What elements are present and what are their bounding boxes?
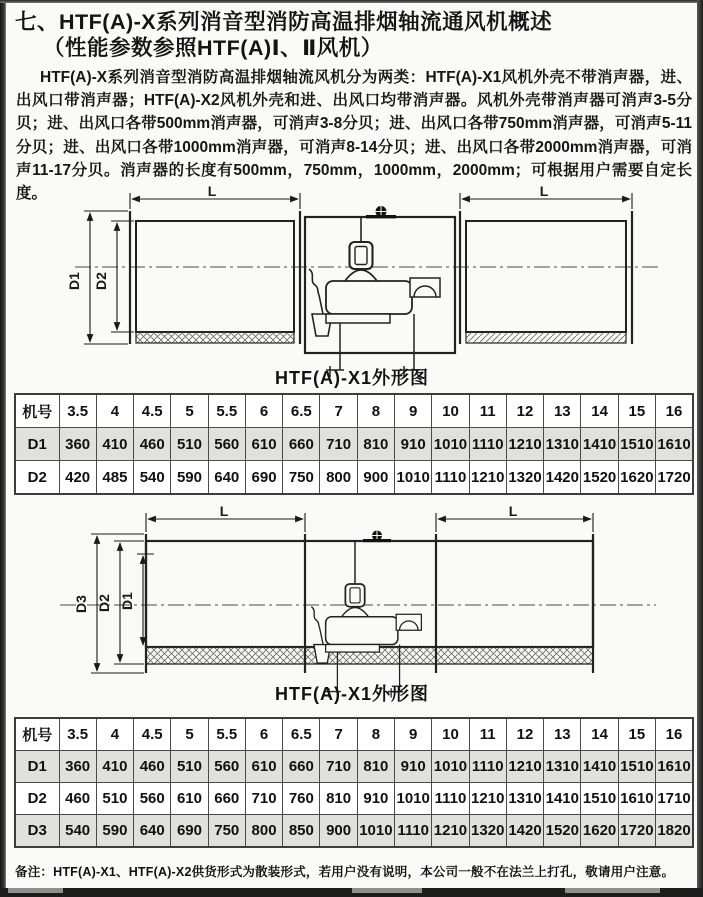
value-cell: 660 [208,783,245,815]
header-cell: 6.5 [283,394,320,428]
value-cell: 1110 [469,428,506,461]
value-cell: 1320 [469,815,506,848]
value-cell: 1820 [656,815,694,848]
value-cell: 750 [283,461,320,495]
dim-label-D1: D1 [119,592,135,610]
value-cell: 420 [59,461,96,495]
table-row [15,783,693,815]
value-cell: 690 [171,815,208,848]
footnote: 备注：HTF(A)-X1、HTF(A)-X2供货形式为散装形式，若用户没有说明，本公司一般不在法兰上打孔，敬请用户注意。 [15,865,675,879]
value-cell: 810 [357,751,394,783]
header-cell: 6 [245,394,282,428]
row-label-cell: D2 [15,783,59,815]
header-cell: 13 [544,394,581,428]
row-label-cell: D1 [15,428,59,461]
value-cell: 540 [59,815,96,848]
value-cell: 485 [96,461,133,495]
value-cell: 560 [134,783,171,815]
fan-outline-diagram-1 [0,186,703,393]
vent-valve-icon [363,531,391,543]
header-cell: 15 [618,718,655,751]
table-row [15,461,693,495]
header-row [15,394,693,428]
header-label-cell: 机号 [15,718,59,751]
value-cell: 510 [96,783,133,815]
header-cell: 3.5 [59,718,96,751]
value-cell: 1320 [506,461,543,495]
header-cell: 11 [469,394,506,428]
header-cell: 16 [656,394,694,428]
header-cell: 5.5 [208,394,245,428]
value-cell: 1210 [506,751,543,783]
value-cell: 560 [208,751,245,783]
value-cell: 1520 [581,461,618,495]
value-cell: 510 [171,428,208,461]
value-cell: 1310 [544,751,581,783]
value-cell: 1110 [432,783,469,815]
value-cell: 410 [96,751,133,783]
header-cell: 4 [96,718,133,751]
value-cell: 1420 [544,461,581,495]
header-cell: 4.5 [134,394,171,428]
value-cell: 910 [395,428,432,461]
value-cell: 710 [320,428,357,461]
header-cell: 14 [581,718,618,751]
value-cell: 1210 [469,461,506,495]
outline-drawing-x1 [0,186,703,393]
header-cell: 16 [656,718,694,751]
value-cell: 1010 [357,815,394,848]
header-cell: 13 [544,718,581,751]
header-cell: 6.5 [283,718,320,751]
header-cell: 9 [395,394,432,428]
header-cell: 8 [357,718,394,751]
value-cell: 1410 [544,783,581,815]
header-row [15,718,693,751]
dim-label-D1: D1 [66,272,82,290]
header-cell: 3.5 [59,394,96,428]
value-cell: 690 [245,461,282,495]
table-row [15,815,693,848]
row-label-cell: D1 [15,751,59,783]
scan-edge-bottom [0,888,703,897]
value-cell: 1110 [395,815,432,848]
header-cell: 12 [506,718,543,751]
value-cell: 660 [283,428,320,461]
value-cell: 800 [320,461,357,495]
header-cell: 7 [320,718,357,751]
value-cell: 590 [171,461,208,495]
value-cell: 800 [245,815,282,848]
value-cell: 810 [357,428,394,461]
scan-edge-left [0,0,6,897]
header-cell: 11 [469,718,506,751]
value-cell: 1410 [581,428,618,461]
value-cell: 910 [395,751,432,783]
value-cell: 1010 [395,461,432,495]
section-heading [15,9,687,61]
value-cell: 750 [208,815,245,848]
insulation-hatch [136,332,294,343]
header-cell: 14 [581,394,618,428]
value-cell: 1720 [618,815,655,848]
value-cell: 610 [245,428,282,461]
value-cell: 640 [134,815,171,848]
value-cell: 660 [283,751,320,783]
value-cell: 1610 [656,751,694,783]
table-row [15,751,693,783]
value-cell: 1210 [432,815,469,848]
value-cell: 1610 [618,783,655,815]
header-cell: 5.5 [208,718,245,751]
value-cell: 1710 [656,783,694,815]
outline-drawing-x2 [0,496,703,709]
value-cell: 460 [134,428,171,461]
drawing1-caption: HTF(A)-X1外形图 [275,368,429,388]
header-cell: 9 [395,718,432,751]
value-cell: 460 [134,751,171,783]
row-label-cell: D3 [15,815,59,848]
dim-label-L: L [207,186,217,199]
vent-valve-icon [366,206,396,218]
intro-paragraph: HTF(A)-X系列消音型消防高温排烟轴流风机分为两类：HTF(A)-X1风机外壳不带消声器，进、出风口带消声器；HTF(A)-X2风机外壳和进、出风口均带消声器。风机外壳带消声器可消声3-5分贝；进、出风口各带500mm消声器，可消声3-8分贝；进、出风口各带750mm消声器，可消声5-11分贝；进、出风口各带1000mm消声器，可消声8-14分贝；进、出风口各带2000mm消声器，可消声11-17分贝。消声器的长度有500mm，750mm，1000mm，2000mm；可根据用户需要自定长度。 [16,69,692,203]
header-cell: 12 [506,394,543,428]
page-title: 七、HTF(A)-X系列消音型消防高温排烟轴流通风机概述 [15,10,553,34]
value-cell: 760 [283,783,320,815]
header-cell: 5 [171,718,208,751]
value-cell: 1310 [506,783,543,815]
value-cell: 1720 [656,461,694,495]
value-cell: 900 [357,461,394,495]
value-cell: 1410 [581,751,618,783]
dim-label-D3: D3 [73,595,89,613]
page-subtitle: （性能参数参照HTF(A)Ⅰ、Ⅱ风机） [43,36,383,60]
header-cell: 8 [357,394,394,428]
dim-label-L: L [539,186,549,199]
dim-label-L: L [219,503,229,519]
value-cell: 1510 [618,751,655,783]
value-cell: 1210 [469,783,506,815]
value-cell: 1110 [469,751,506,783]
value-cell: 710 [245,783,282,815]
value-cell: 1110 [432,461,469,495]
value-cell: 1620 [581,815,618,848]
value-cell: 410 [96,428,133,461]
dimension-table-x1 [14,393,694,495]
value-cell: 460 [59,783,96,815]
value-cell: 510 [171,751,208,783]
value-cell: 1420 [506,815,543,848]
dim-label-L: L [508,503,518,519]
header-cell: 6 [245,718,282,751]
value-cell: 810 [320,783,357,815]
value-cell: 360 [59,428,96,461]
fan-outline-diagram-2 [0,496,703,709]
scan-edge-top [0,0,703,3]
row-label-cell: D2 [15,461,59,495]
value-cell: 1010 [432,751,469,783]
value-cell: 1310 [544,428,581,461]
value-cell: 610 [171,783,208,815]
value-cell: 610 [245,751,282,783]
header-cell: 5 [171,394,208,428]
scan-edge-right [697,0,703,897]
value-cell: 540 [134,461,171,495]
value-cell: 910 [357,783,394,815]
value-cell: 710 [320,751,357,783]
value-cell: 1610 [656,428,694,461]
dimension-table-x2 [14,717,694,848]
table-row [15,428,693,461]
value-cell: 640 [208,461,245,495]
value-cell: 1210 [506,428,543,461]
value-cell: 1620 [618,461,655,495]
header-cell: 7 [320,394,357,428]
insulation-hatch [466,332,626,343]
header-cell: 4 [96,394,133,428]
dim-label-D2: D2 [96,594,112,612]
header-cell: 10 [432,394,469,428]
value-cell: 560 [208,428,245,461]
value-cell: 1010 [395,783,432,815]
drawing2-caption: HTF(A)-X1外形图 [275,684,429,704]
value-cell: 900 [320,815,357,848]
header-cell: 15 [618,394,655,428]
value-cell: 850 [283,815,320,848]
dim-label-D2: D2 [93,272,109,290]
header-cell: 10 [432,718,469,751]
value-cell: 1510 [581,783,618,815]
header-label-cell: 机号 [15,394,59,428]
value-cell: 1510 [618,428,655,461]
value-cell: 590 [96,815,133,848]
outlet-silencer [460,211,632,344]
value-cell: 1010 [432,428,469,461]
header-cell: 4.5 [134,718,171,751]
value-cell: 360 [59,751,96,783]
inlet-silencer [130,211,300,344]
value-cell: 1520 [544,815,581,848]
